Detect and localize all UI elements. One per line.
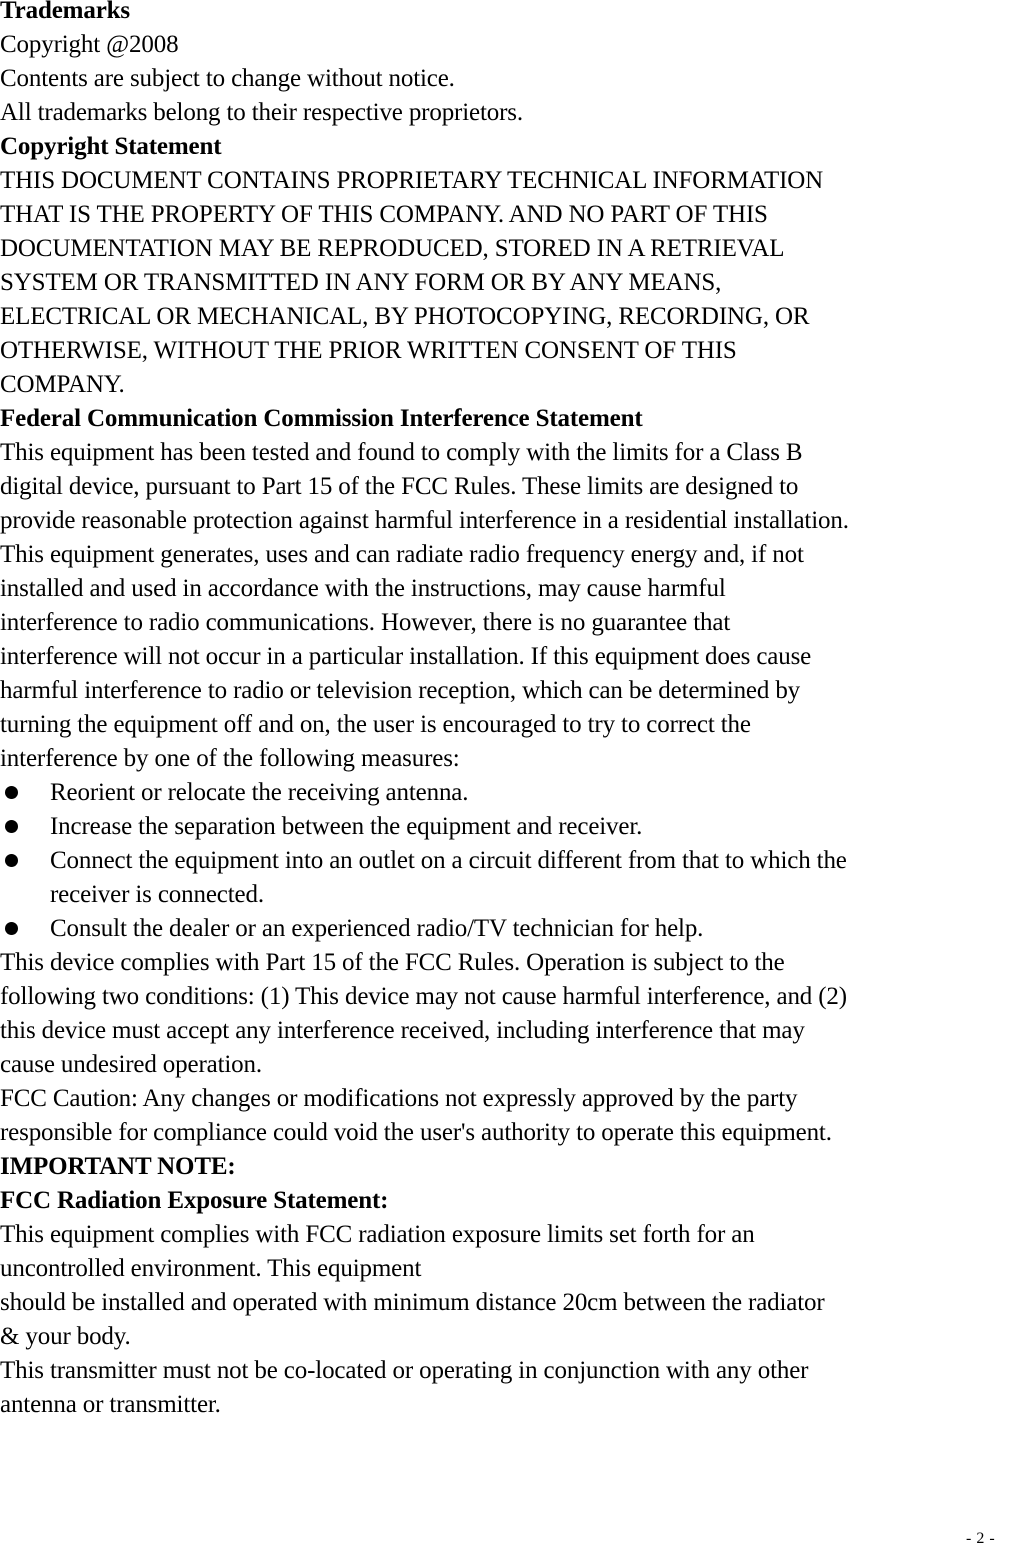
fcc-heading: Federal Communication Commission Interference Statement [0,405,643,432]
radiation-line: uncontrolled environment. This equipment [0,1255,422,1282]
fcc-conditions-line: cause undesired operation. [0,1051,262,1078]
copyright-heading: Copyright Statement [0,133,222,160]
copyright-line: OTHERWISE, WITHOUT THE PRIOR WRITTEN CONSENT OF THIS [0,337,737,364]
fcc-intro-line: harmful interference to radio or television reception, which can be determined by [0,677,801,704]
radiation-line: should be installed and operated with minimum distance 20cm between the radiator [0,1289,825,1316]
bullet-icon [5,854,18,867]
bullet-icon [5,786,18,799]
bullet-icon [5,820,18,833]
radiation-heading: FCC Radiation Exposure Statement: [0,1187,389,1214]
important-section [0,1150,1009,1184]
radiation-line: This transmitter must not be co-located or operating in conjunction with any other [0,1357,809,1384]
measures-list [0,776,1009,946]
fcc-intro-line: installed and used in accordance with the instructions, may cause harmful [0,575,726,602]
radiation-line: & your body. [0,1323,131,1350]
copyright-line: THIS DOCUMENT CONTAINS PROPRIETARY TECHNICAL INFORMATION [0,167,824,194]
trademarks-section [0,0,1009,130]
trademarks-heading: Trademarks [0,0,130,24]
fcc-intro-line: This equipment has been tested and found to comply with the limits for a Class B [0,439,803,466]
copyright-line: THAT IS THE PROPERTY OF THIS COMPANY. AND NO PART OF THIS [0,201,768,228]
fcc-intro-line: provide reasonable protection against harmful interference in a residential installation. [0,507,849,534]
fcc-caution-line: responsible for compliance could void the user's authority to operate this equipment. [0,1119,832,1146]
measure-text: Reorient or relocate the receiving antenna. [50,779,469,806]
bullet-icon [5,922,18,935]
fcc-caution-line: FCC Caution: Any changes or modifications not expressly approved by the party [0,1085,798,1112]
trademarks-line: All trademarks belong to their respective proprietors. [0,99,523,126]
fcc-conditions-line: This device complies with Part 15 of the FCC Rules. Operation is subject to the [0,949,785,976]
trademarks-line: Contents are subject to change without notice. [0,65,455,92]
measure-text: Connect the equipment into an outlet on a circuit different from that to which the [50,847,847,874]
measure-text: Increase the separation between the equipment and receiver. [50,813,643,840]
copyright-line: DOCUMENTATION MAY BE REPRODUCED, STORED IN A RETRIEVAL [0,235,785,262]
measure-item [0,810,1009,844]
page-number: - 2 - [966,1530,996,1547]
measure-text: Consult the dealer or an experienced radio/TV technician for help. [50,915,704,942]
measure-item [0,776,1009,810]
fcc-intro-line: This equipment generates, uses and can radiate radio frequency energy and, if not [0,541,804,568]
fcc-intro-line: turning the equipment off and on, the user is encouraged to try to correct the [0,711,751,738]
fcc-intro-line: interference will not occur in a particular installation. If this equipment does cause [0,643,812,670]
fcc-intro-line: digital device, pursuant to Part 15 of the FCC Rules. These limits are designed to [0,473,799,500]
copyright-line: SYSTEM OR TRANSMITTED IN ANY FORM OR BY ANY MEANS, [0,269,722,296]
measure-item [0,844,1009,912]
fcc-conditions-line: this device must accept any interference received, including interference that may [0,1017,805,1044]
copyright-line: ELECTRICAL OR MECHANICAL, BY PHOTOCOPYING, RECORDING, OR [0,303,810,330]
radiation-line: antenna or transmitter. [0,1391,221,1418]
measure-item [0,912,1009,946]
important-heading: IMPORTANT NOTE: [0,1153,236,1180]
fcc-intro-line: interference to radio communications. However, there is no guarantee that [0,609,731,636]
radiation-section [0,1184,1009,1422]
copyright-section [0,130,1009,402]
copyright-line: COMPANY. [0,371,125,398]
radiation-line: This equipment complies with FCC radiation exposure limits set forth for an [0,1221,755,1248]
fcc-conditions-line: following two conditions: (1) This device may not cause harmful interference, and (2) [0,983,847,1010]
fcc-section [0,402,1009,1150]
fcc-intro-line: interference by one of the following measures: [0,745,460,772]
measure-text-continued: receiver is connected. [50,881,264,908]
trademarks-line: Copyright @2008 [0,31,179,58]
